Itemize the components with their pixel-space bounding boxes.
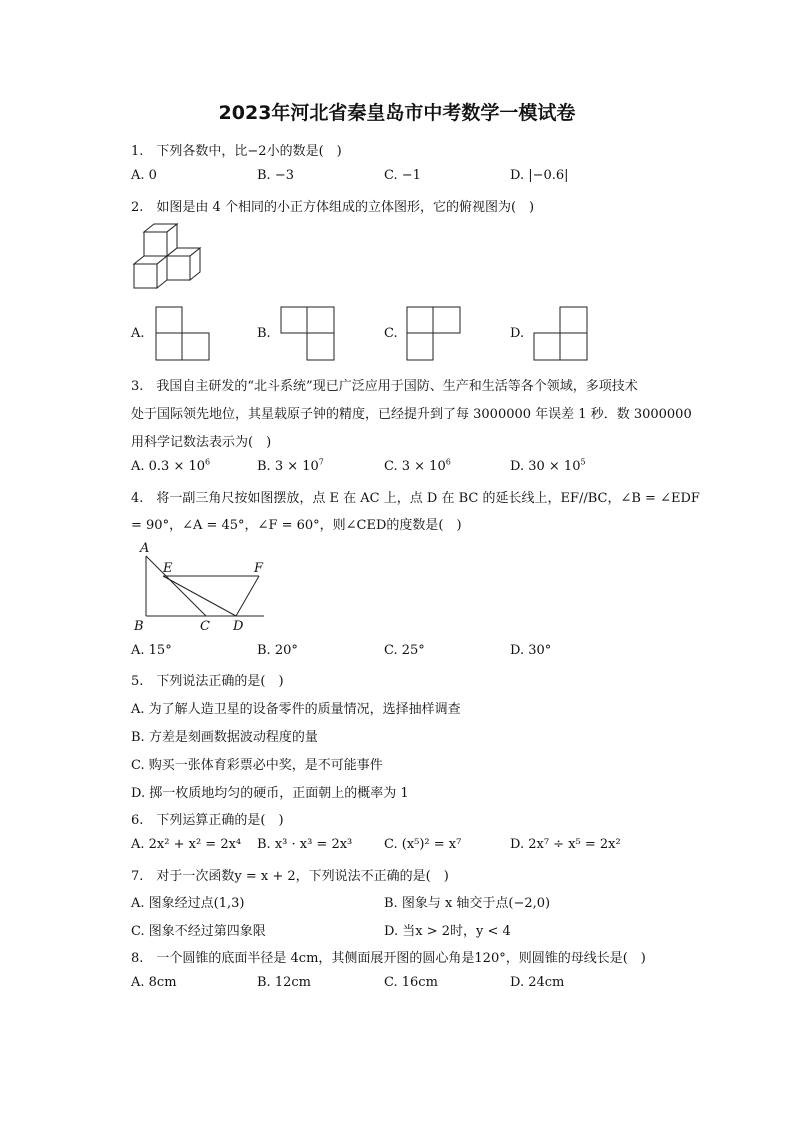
question-2-stem: 2. 如图是由 4 个相同的小正方体组成的立体图形，它的俯视图为( ) [131,200,535,215]
label-e: E [163,561,173,576]
q2-option-a-figure [155,306,211,362]
q3-option-c: C. $3 \times 10^6$ [384,457,451,474]
q8-option-a: A. 8cm [131,975,177,990]
q3-option-d: D. $30 \times 10^5$ [510,457,586,474]
q8-option-c: C. 16cm [384,975,438,990]
q6-option-a: A. 2x² + x² = 2x⁴ [131,837,242,852]
q2-option-a-label: A. [131,326,145,341]
page-title: 2023年河北省秦皇岛市中考数学一模试卷 [218,102,576,124]
question-8-stem: 8. 一个圆锥的底面半径是 4cm，其侧面展开图的圆心角是120°，则圆锥的母线长是( ) [131,951,646,966]
q5-option-b: B. 方差是刻画数据波动程度的量 [131,730,318,745]
question-7-stem: 7. 对于一次函数y = x + 2，下列说法不正确的是( ) [131,869,449,884]
q2-option-d-label: D. [510,326,525,341]
q4-option-d: D. 30° [510,643,552,658]
q8-option-b: B. 12cm [257,975,311,990]
label-b: B [134,619,144,634]
q1-option-b: B. −3 [257,168,294,183]
q8-option-d: D. 24cm [510,975,565,990]
question-4-line-1: 4. 将一副三角尺按如图摆放，点 E 在 AC 上，点 D 在 BC 的延长线上，EF//BC，∠B = ∠EDF [131,491,700,506]
question-3-line-2: 处于国际领先地位，其星载原子钟的精度，已经提升到了每 3000000 年误差 1 秒．数 3000000 [131,407,692,422]
q5-option-a: A. 为了解人造卫星的设备零件的质量情况，选择抽样调查 [131,702,461,717]
q2-option-c-figure [406,306,462,362]
label-a: A [140,541,150,556]
q5-option-d: D. 掷一枚质地均匀的硬币，正面朝上的概率为 1 [131,786,409,801]
q1-option-d: D. |−0.6| [510,168,569,183]
label-d: D [233,619,244,634]
q6-option-c: C. (x⁵)² = x⁷ [384,837,462,852]
q1-option-a: A. 0 [131,168,157,183]
q1-option-c: C. −1 [384,168,421,183]
q4-option-b: B. 20° [257,643,298,658]
question-5-stem: 5. 下列说法正确的是( ) [131,674,284,689]
q5-option-c: C. 购买一张体育彩票必中奖，是不可能事件 [131,758,383,773]
q6-option-b: B. x³ · x³ = 2x³ [257,837,353,852]
label-c: C [200,619,210,634]
question-1-stem: 1. 下列各数中，比−2小的数是( ) [131,144,342,159]
question-4-line-2: = 90°，∠A = 45°，∠F = 60°，则∠CED的度数是( ) [131,518,462,533]
triangle-rulers-figure [132,540,272,636]
question-3-line-1: 3. 我国自主研发的“北斗系统”现已广泛应用于国防、生产和生活等各个领域，多项技术 [131,379,638,394]
q3-option-a: A. $0.3 \times 10^6$ [131,457,211,474]
q2-option-b-label: B. [257,326,271,341]
q7-option-d: D. 当x > 2时，y < 4 [384,924,511,939]
question-3-line-3: 用科学记数法表示为( ) [131,435,272,450]
cube-stack-figure [130,222,210,294]
question-6-stem: 6. 下列运算正确的是( ) [131,813,284,828]
q2-option-b-figure [280,306,336,362]
q6-option-d: D. 2x⁷ ÷ x⁵ = 2x² [510,837,621,852]
q3-option-b: B. $3 \times 10^7$ [257,457,324,474]
label-f: F [254,561,264,576]
q7-option-a: A. 图象经过点(1,3) [131,896,245,911]
q7-option-c: C. 图象不经过第四象限 [131,924,266,939]
q4-option-a: A. 15° [131,643,172,658]
q2-option-c-label: C. [384,326,398,341]
q4-option-c: C. 25° [384,643,425,658]
q2-option-d-figure [533,306,589,362]
q7-option-b: B. 图象与 x 轴交于点(−2,0) [384,896,551,911]
